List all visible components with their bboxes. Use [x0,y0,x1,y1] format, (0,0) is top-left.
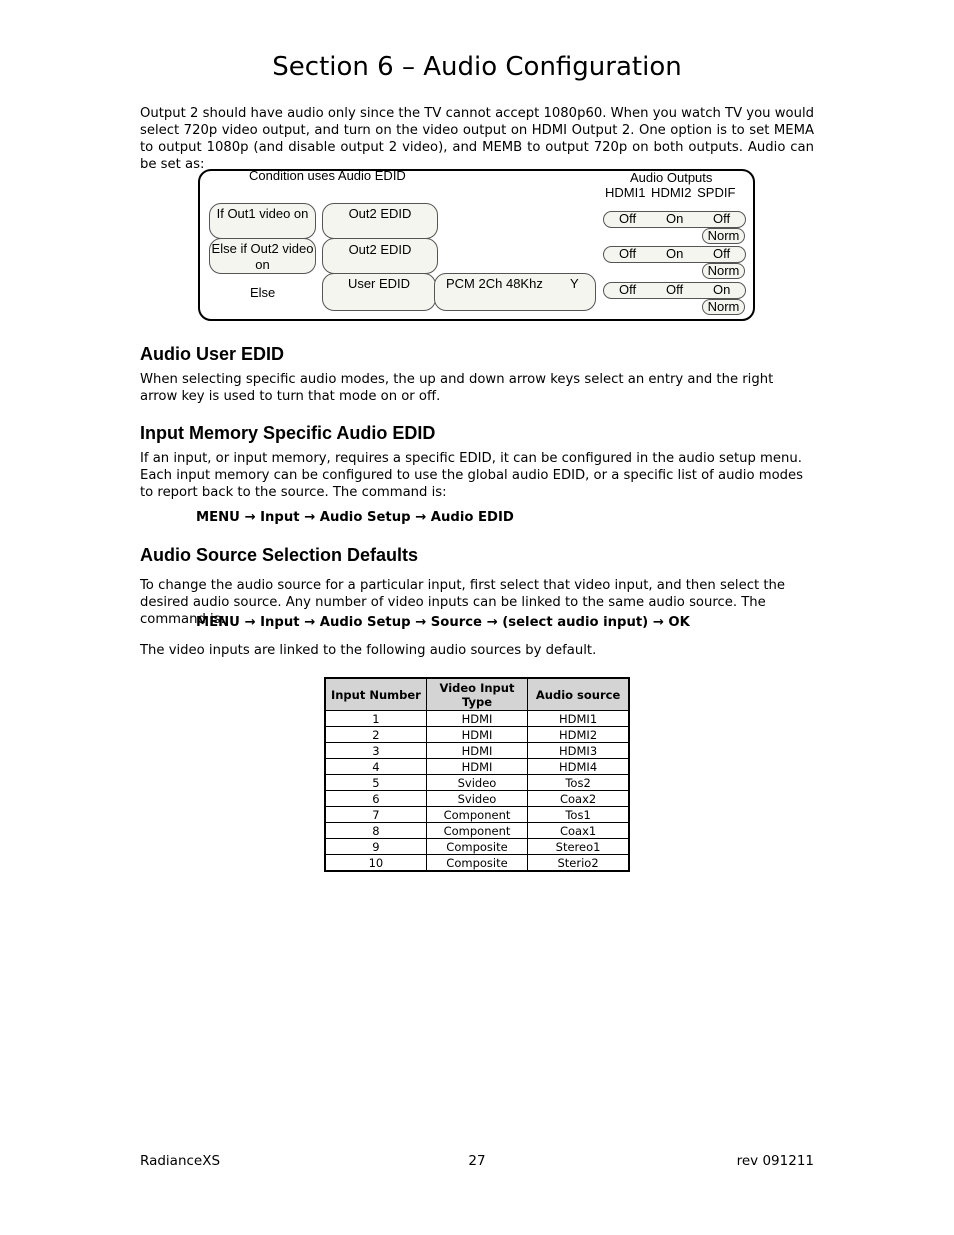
cell-input: 3 [325,743,426,759]
cell-input: 4 [325,759,426,775]
cell-source: HDMI2 [528,727,629,743]
cell-input: 1 [325,711,426,727]
cell-type: HDMI [426,727,527,743]
cell-type: Composite [426,839,527,855]
row3-mode: Norm [702,299,745,315]
cell-source: Tos1 [528,807,629,823]
input-memory-command: MENU → Input → Audio Setup → Audio EDID [196,510,514,525]
cell-input: 7 [325,807,426,823]
pcm-mode-flag: Y [570,276,579,291]
audio-outputs-columns: HDMI1 HDMI2 SPDIF [605,185,736,200]
edid-user: User EDID [322,273,436,311]
condition-else: Else [250,285,276,300]
row2-hdmi1: Off [619,246,637,261]
cell-input: 8 [325,823,426,839]
row2-hdmi2: On [666,246,684,261]
output-row-3 [603,282,746,299]
table-row [325,839,629,855]
output-row-1 [603,211,746,228]
cell-type: Component [426,807,527,823]
cell-type: HDMI [426,743,527,759]
audio-outputs-header: Audio Outputs [630,170,713,185]
pcm-mode-label: PCM 2Ch 48Khz [446,276,543,291]
cell-source: Coax2 [528,791,629,807]
edid-out2-1: Out2 EDID [322,203,438,239]
cell-source: HDMI3 [528,743,629,759]
cell-source: Stereo1 [528,839,629,855]
footer-product: RadianceXS [140,1153,221,1169]
col-video-input-type: Video Input Type [426,678,527,711]
audio-user-edid-text: When selecting specific audio modes, the up and down arrow keys select an entry and the right arrow key is used to turn that mode on or off. [140,372,774,404]
cell-input: 9 [325,839,426,855]
heading-audio-user-edid: Audio User EDID [140,344,285,364]
condition-out1: If Out1 video on [209,203,316,239]
cell-input: 10 [325,855,426,872]
cell-type: Svideo [426,791,527,807]
table-row [325,727,629,743]
intro-paragraph: Output 2 should have audio only since the TV cannot accept 1080p60. When you watch TV you would select 720p video output, and turn on the video output on HDMI Output 2. One option is to set MEMA to output 1080p (and disable output 2 video), and MEMB to output 720p on both outputs. Audio can be set as: [140,106,814,172]
row2-spdif: Off [713,246,731,261]
output-row-2 [603,246,746,263]
audio-source-text: To change the audio source for a particular input, first select that video input, and then select the desired audio source. Any number of video inputs can be linked to the same audio source. The command is: [140,578,785,627]
table-row [325,711,629,727]
row3-hdmi2: Off [666,282,684,297]
cell-type: HDMI [426,711,527,727]
cell-type: HDMI [426,759,527,775]
row2-mode: Norm [702,263,745,279]
audio-source-note: The video inputs are linked to the following audio sources by default. [140,643,597,658]
cell-input: 5 [325,775,426,791]
cell-type: Component [426,823,527,839]
heading-audio-source-defaults: Audio Source Selection Defaults [140,545,419,565]
row1-spdif: Off [713,211,731,226]
table-row [325,807,629,823]
row1-hdmi1: Off [619,211,637,226]
col-input-number: Input Number [325,678,426,711]
row3-hdmi1: Off [619,282,637,297]
table-row [325,823,629,839]
input-memory-text: If an input, or input memory, requires a specific EDID, it can be configured in the audio setup menu. Each input memory can be configured to use the global audio EDID, or a specific list of audio modes to report back to the source. The command is: [140,451,803,500]
table-row [325,743,629,759]
table-row [325,759,629,775]
table-row [325,775,629,791]
cell-input: 2 [325,727,426,743]
table-header-row [325,678,629,711]
table-row [325,855,629,872]
cell-type: Composite [426,855,527,872]
condition-header: Condition uses Audio EDID [249,168,406,183]
row3-spdif: On [713,282,731,297]
cell-source: Sterio2 [528,855,629,872]
edid-out2-2: Out2 EDID [322,238,438,274]
audio-source-table [324,677,630,872]
page-title: Section 6 – Audio Configuration [272,52,682,82]
cell-source: Coax1 [528,823,629,839]
row1-mode: Norm [702,228,745,244]
col-audio-source: Audio source [528,678,629,711]
cell-input: 6 [325,791,426,807]
condition-out2: Else if Out2 video on [209,238,316,274]
cell-source: HDMI4 [528,759,629,775]
cell-type: Svideo [426,775,527,791]
row1-hdmi2: On [666,211,684,226]
cell-source: Tos2 [528,775,629,791]
audio-source-command: MENU → Input → Audio Setup → Source → (select audio input) → OK [196,615,690,630]
heading-input-memory-edid: Input Memory Specific Audio EDID [140,423,436,443]
cell-source: HDMI1 [528,711,629,727]
table-row [325,791,629,807]
footer-page-number: 27 [468,1153,486,1169]
footer-revision: rev 091211 [736,1153,814,1169]
